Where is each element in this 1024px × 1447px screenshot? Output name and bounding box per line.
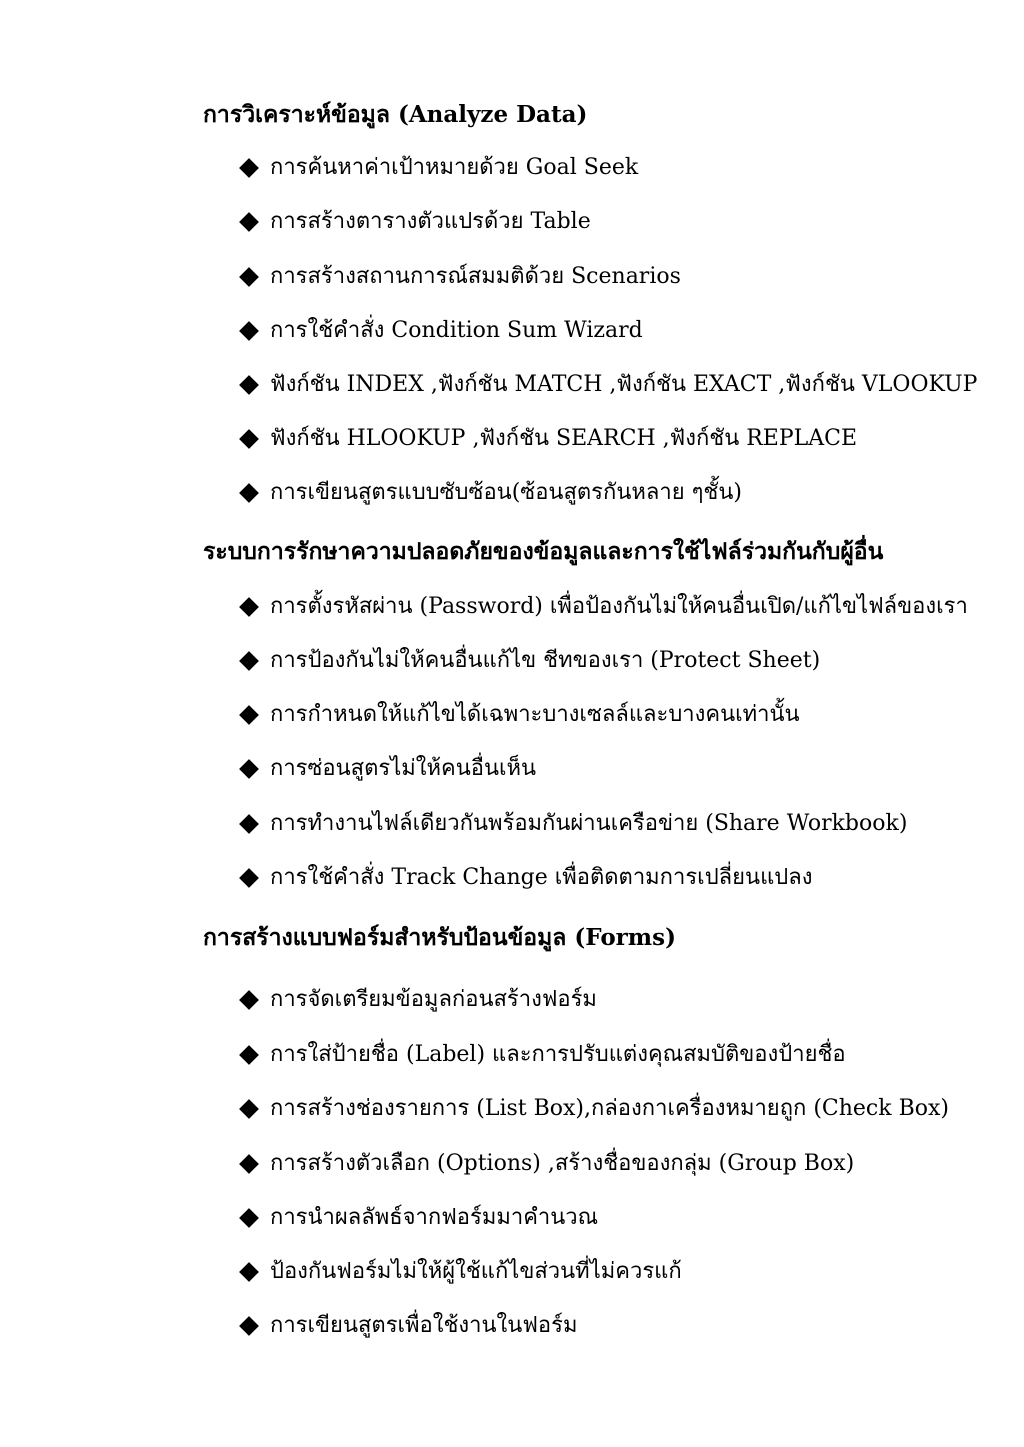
- diamond-bullet-icon: [239, 1154, 259, 1174]
- list-item-text: การจัดเตรียมข้อมูลก่อนสร้างฟอร์ม: [270, 987, 597, 1012]
- list-item: [238, 1040, 846, 1070]
- list-item: [238, 700, 800, 730]
- list-item-text: การสร้างตัวเลือก (Options) ,สร้างชื่อของกลุ่ม (Group Box): [270, 1151, 855, 1176]
- list-item-text: การค้นหาค่าเป้าหมายด้วย Goal Seek: [270, 155, 639, 180]
- list-item: [238, 809, 907, 839]
- diamond-bullet-icon: [239, 267, 259, 287]
- list-item-text: การซ่อนสูตรไม่ให้คนอื่นเห็น: [270, 756, 537, 781]
- list-item-text: การป้องกันไม่ให้คนอื่นแก้ไข ชีทของเรา (Protect Sheet): [270, 648, 821, 673]
- list-item: [238, 863, 812, 893]
- section-heading-forms: การสร้างแบบฟอร์มสำหรับป้อนข้อมูล (Forms): [203, 924, 676, 951]
- list-item-text: การนำผลลัพธ์จากฟอร์มมาคำนวณ: [270, 1205, 599, 1230]
- diamond-bullet-icon: [239, 651, 259, 671]
- list-item: [238, 316, 643, 346]
- list-item-text: ฟังก์ชัน INDEX ,ฟังก์ชัน MATCH ,ฟังก์ชัน EXACT ,ฟังก์ชัน VLOOKUP: [270, 372, 978, 397]
- list-item: [238, 985, 597, 1015]
- list-item-text: การตั้งรหัสผ่าน (Password) เพื่อป้องกันไม่ให้คนอื่นเปิด/แก้ไขไฟล์ของเรา: [270, 594, 968, 619]
- list-item: [238, 478, 742, 508]
- list-item: [238, 424, 857, 454]
- section-heading-security: ระบบการรักษาความปลอดภัยของข้อมูลและการใช้ไฟล์ร่วมกันกับผู้อื่น: [203, 538, 884, 565]
- list-item: [238, 646, 820, 676]
- list-item: [238, 592, 968, 622]
- section-heading-analyze-data: การวิเคราะห์ข้อมูล (Analyze Data): [203, 101, 588, 128]
- list-item-text: การทำงานไฟล์เดียวกันพร้อมกันผ่านเครือข่าย (Share Workbook): [270, 811, 908, 836]
- diamond-bullet-icon: [239, 483, 259, 503]
- diamond-bullet-icon: [239, 759, 259, 779]
- diamond-bullet-icon: [239, 375, 259, 395]
- list-item: [238, 262, 681, 292]
- list-item: [238, 1257, 682, 1287]
- list-item: [238, 754, 536, 784]
- diamond-bullet-icon: [239, 212, 259, 232]
- list-item: [238, 1311, 577, 1341]
- list-item-text: ฟังก์ชัน HLOOKUP ,ฟังก์ชัน SEARCH ,ฟังก์ชัน REPLACE: [270, 426, 858, 451]
- diamond-bullet-icon: [239, 814, 259, 834]
- diamond-bullet-icon: [239, 1262, 259, 1282]
- list-item: [238, 207, 591, 237]
- list-item-text: การกำหนดให้แก้ไขได้เฉพาะบางเซลล์และบางคนเท่านั้น: [270, 702, 800, 727]
- list-item-text: ป้องกันฟอร์มไม่ให้ผู้ใช้แก้ไขส่วนที่ไม่ควรแก้: [270, 1259, 682, 1284]
- list-item: [238, 1149, 854, 1179]
- list-item: [238, 153, 638, 183]
- diamond-bullet-icon: [239, 597, 259, 617]
- diamond-bullet-icon: [239, 990, 259, 1010]
- list-item: [238, 370, 977, 400]
- diamond-bullet-icon: [239, 321, 259, 341]
- diamond-bullet-icon: [239, 868, 259, 888]
- diamond-bullet-icon: [239, 429, 259, 449]
- list-item-text: การใช้คำสั่ง Track Change เพื่อติดตามการเปลี่ยนแปลง: [270, 865, 813, 890]
- list-item: [238, 1203, 598, 1233]
- diamond-bullet-icon: [239, 158, 259, 178]
- diamond-bullet-icon: [239, 1099, 259, 1119]
- list-item-text: การสร้างตารางตัวแปรด้วย Table: [270, 209, 591, 234]
- list-item-text: การสร้างช่องรายการ (List Box),กล่องกาเครื่องหมายถูก (Check Box): [270, 1096, 949, 1121]
- list-item-text: การใส่ป้ายชื่อ (Label) และการปรับแต่งคุณสมบัติของป้ายชื่อ: [270, 1042, 846, 1067]
- list-item-text: การสร้างสถานการณ์สมมติด้วย Scenarios: [270, 264, 681, 289]
- diamond-bullet-icon: [239, 1316, 259, 1336]
- list-item-text: การเขียนสูตรแบบซับซ้อน(ซ้อนสูตรกันหลาย ๆชั้น): [270, 480, 742, 505]
- diamond-bullet-icon: [239, 705, 259, 725]
- diamond-bullet-icon: [239, 1208, 259, 1228]
- diamond-bullet-icon: [239, 1045, 259, 1065]
- list-item-text: การใช้คำสั่ง Condition Sum Wizard: [270, 318, 643, 343]
- list-item-text: การเขียนสูตรเพื่อใช้งานในฟอร์ม: [270, 1313, 578, 1338]
- list-item: [238, 1094, 949, 1124]
